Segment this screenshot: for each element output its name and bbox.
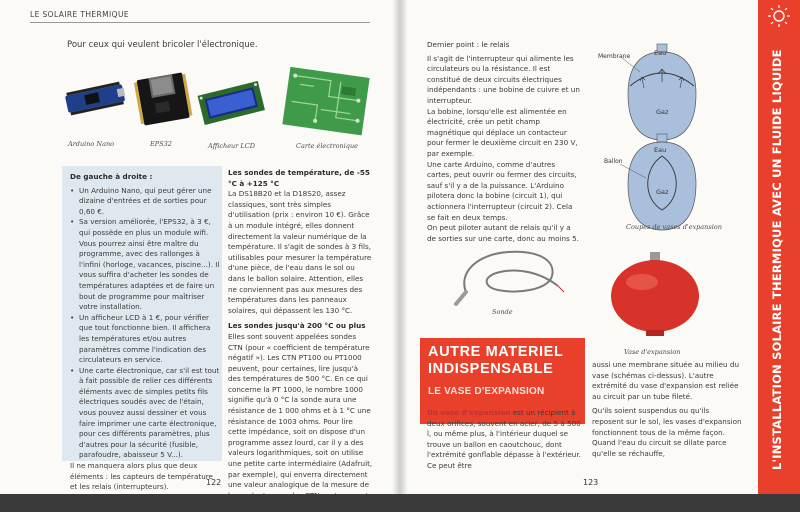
relay-paragraph-4: On peut piloter autant de relais qu'il y a de sorties sur une carte, donc au moins 5. (427, 223, 579, 243)
circuit-board-photo (278, 66, 373, 136)
relay-paragraph-2: La bobine, lorsqu'elle est alimentée en électricité, crée un petit champ magnétique qui déplace un contacteur pour fermer le deuxième circuit en 230 V, par exemple. (427, 106, 578, 158)
components-box-text (70, 172, 220, 493)
caption-arduino-nano: Arduino Nano (68, 140, 115, 148)
box-bullet: • Sa version améliorée, l'EPS32, à 3 €, qui possède en plus un module wifi. Vous pourrez ainsi être maître du programme, avec des rallonges à l'infini (horloge, vacances, piscine...). Il vous suffira d'acheter les sondes de températures adaptées et de faire un bout de programme pour maîtriser votre installation. (70, 217, 220, 312)
vessel-paragraph-1: est un récipient à deux orifices, souvent en acier, de 5 à 500 l, ou même plus, à l'intérieur duquel se trouve un ballon en caoutchouc, dont l'extrémité gonflable dépasse à l'extérieur. Ce peut être (427, 408, 581, 470)
relay-section (427, 40, 580, 244)
relay-heading: Dernier point : le relais (427, 40, 510, 49)
box-bullet: • Une carte électronique, car s'il est tout à fait possible de relier ces différents éléments avec de simples petits fils électriques soudés avec de l'étain, vous pouvez aussi dessiner et vous faire imprimer une carte électronique, pour ces différents paramètres, plus d'autres pour la sécurité (fusible, parafoudre, abaisseur 5 V...). (70, 365, 220, 460)
box-bullet: • Un Arduino Nano, qui peut gérer une dizaine d'entrées et de sorties pour 0,60 €. (70, 185, 212, 216)
caption-circuit-board: Carte électronique (296, 142, 358, 150)
caption-lcd: Afficheur LCD (208, 142, 255, 150)
left-page (0, 0, 400, 511)
relay-paragraph-3: Une carte Arduino, comme d'autres cartes, peut ouvrir ou fermer des circuits, sauf s'il y a de la puissance. L'Arduino pilotera donc la bobine (circuit 1), qui actionnera l'interrupteur (circuit 2). Cela se fait en deux temps. (427, 159, 577, 222)
chapter-sidebar (758, 0, 800, 494)
vessel-term: Un vase d'expansion (427, 408, 511, 417)
page-number-right: 123 (583, 478, 599, 487)
esp32-photo (132, 68, 194, 128)
lcd-display-photo (196, 78, 266, 126)
label-gas-top: Gaz (656, 108, 669, 116)
chapter-title-vertical: L'INSTALLATION SOLAIRE THERMIQUE AVEC UN FLUIDE LIQUIDE (770, 49, 784, 470)
sensors-paragraph-1: La DS18B20 et la D18S20, assez classiques, sont très simples d'utilisation (prix : environ 10 €). Grâce à un module intégré, elles donnent directement la valeur numérique de la température. Il s'agit de sondes à 3 fils, utilisables pour mesurer la température d'une pièce, de l'eau dans le sol ou dans le ballon solaire. Attention, elles ne conviennent pas aux mesures des températures dans les panneaux solaires, qui dépassent les 130 °C. (228, 189, 372, 315)
vessel-paragraph-3: Qu'ils soient suspendus ou qu'ils reposent sur le sol, les vases d'expansion fonctionnent tous de la même façon. Quand l'eau du circuit se dilate parce qu'elle se réchauffe, (592, 406, 742, 458)
caption-esp32: EPS32 (150, 140, 172, 148)
sensors-column (228, 168, 373, 512)
arduino-nano-photo (60, 78, 130, 118)
label-water-top: Eau (654, 49, 667, 57)
label-water-bottom: Eau (654, 146, 667, 154)
caption-sensor: Sonde (492, 308, 513, 316)
vessel-cross-section-diagram (592, 38, 742, 238)
box-bullet: • Un afficheur LCD à 1 €, pour vérifier que tout fonctionne bien. Il affichera les températures et/ou autres paramètres comme l'indication des circulateurs en service. (70, 312, 211, 365)
sensors-heading-1: Les sondes de température, de -55 °C à +125 °C (228, 168, 370, 188)
intro-text: Pour ceux qui veulent bricoler l'électronique. (67, 40, 258, 50)
label-gas-bottom: Gaz (656, 188, 669, 196)
section-title: AUTRE MATERIEL INDISPENSABLE (428, 344, 564, 377)
page-number-left: 122 (206, 478, 222, 487)
vessel-paragraph-2: aussi une membrane située au milieu du vase (schémas ci-dessus). L'autre extrémité du vase d'expansion est reliée au circuit par un tube fileté. (592, 360, 740, 401)
temperature-sensor-photo (448, 232, 568, 312)
sun-icon (767, 4, 791, 28)
expansion-vessel-photo (606, 250, 706, 342)
section-subtitle: LE VASE D'EXPANSION (428, 386, 545, 397)
vessel-text-col2 (592, 360, 742, 459)
header-rule (30, 22, 370, 23)
label-membrane: Membrane (598, 53, 631, 60)
box-heading: De gauche à droite : (70, 172, 153, 181)
running-head: LE SOLAIRE THERMIQUE (30, 10, 129, 19)
caption-expansion-vessel: Vase d'expansion (624, 348, 681, 356)
book-gutter (392, 0, 408, 494)
sensors-heading-2: Les sondes jusqu'à 200 °C ou plus (228, 321, 366, 331)
diagram-caption: Coupes de vases d'expansion (626, 223, 722, 231)
label-ballon: Ballon (604, 158, 623, 165)
vessel-text-col1 (427, 408, 587, 472)
sensors-paragraph-2: Elles sont souvent appelées sondes CTN (pour « coefficient de température négatif »). Les CTN PT100 ou PT1000 peuvent, pour certaines, lire jusqu'à des températures de 500 °C. En ce qui concerne la PT 1000, le nombre 1000 signifie qu'à 0 °C la sonde aura une résistance de 1 000 ohms et à 1 °C une résistance de 1003 ohms. Pour lire cette impédance, soit on dispose d'un programme assez lourd, car il y a des valeurs logarithmiques, soit on utilise une petite carte intermédiaire (Adafruit, par exemple), qui enverra directement une valeur analogique de la mesure de la sonde. Les sondes CTN sont souvent utilisées pour leur stabilité de lecture. (228, 331, 373, 511)
relay-paragraph-1: Il s'agit de l'interrupteur qui alimente les circulateurs ou la résistance. Il est constitué de deux circuits électriques indépendants : une bobine de cuivre et un interrupteur. (427, 53, 580, 105)
box-closing: Il ne manquera alors plus que deux éléments : les capteurs de température et les relais (interrupteurs). (70, 461, 213, 492)
